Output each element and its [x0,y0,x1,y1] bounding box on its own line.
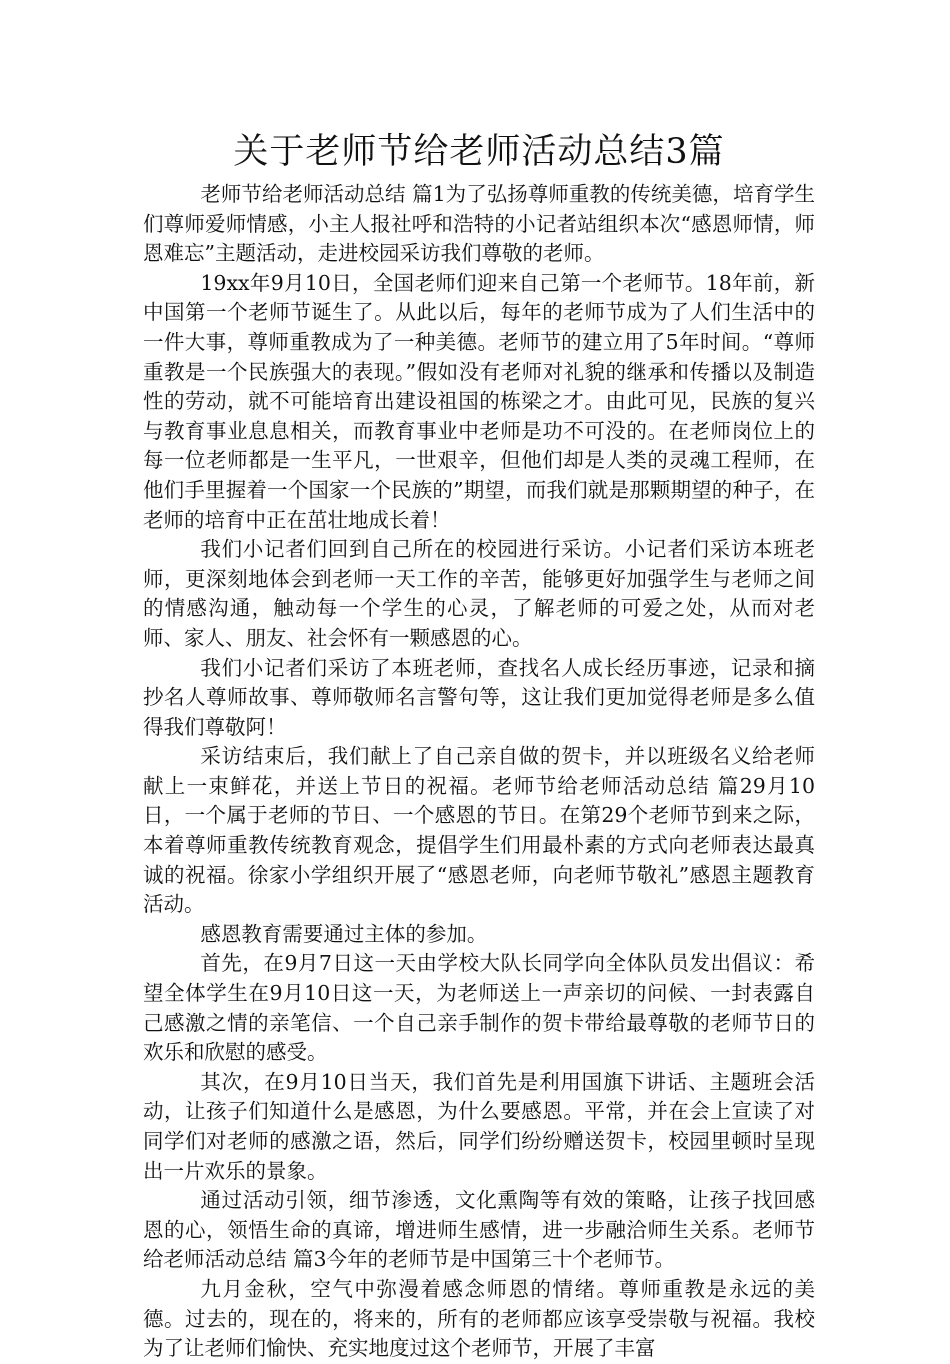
paragraph: 我们小记者们回到自己所在的校园进行采访。小记者们采访本班老师，更深刻地体会到老师一天工作的辛苦，能够更好加强学生与老师之间的情感沟通，触动每一个学生的心灵，了解老师的可爱之处，从而对老师、家人、朋友、社会怀有一颗感恩的心。 [143,537,815,650]
paragraph: 我们小记者们采访了本班老师，查找名人成长经历事迹，记录和摘抄名人尊师故事、尊师敬师名言警句等，这让我们更加觉得老师是多么值得我们尊敬阿！ [143,655,815,739]
document-title: 关于老师节给老师活动总结3篇 [233,132,725,172]
paragraph: 19xx年9月10日，全国老师们迎来自己第一个老师节。18年前，新中国第一个老师节诞生了。从此以后，每年的老师节成为了人们生活中的一件大事，尊师重教成为了一种美德。老师节的建立用了5年时间。“尊师重教是一个民族强大的表现。”假如没有老师对礼貌的继承和传播以及制造性的劳动，就不可能培育出建设祖国的栋梁之才。由此可见，民族的复兴与教育事业息息相关，而教育事业中老师是功不可没的。在老师岗位上的每一位老师都是一生平凡，一世艰辛，但他们却是人类的灵魂工程师，在他们手里握着一个国家一个民族的”期望，而我们就是那颗期望的种子，在老师的培育中正在茁壮地成长着！ [143,270,815,532]
paragraph: 老师节给老师活动总结 篇1为了弘扬尊师重教的传统美德，培育学生们尊师爱师情感，小主人报社呼和浩特的小记者站组织本次“感恩师情，师恩难忘”主题活动，走进校园采访我们尊敬的老师。 [143,182,815,266]
paragraph: 感恩教育需要通过主体的参加。 [200,921,488,946]
document-page [143,124,815,1364]
paragraph: 其次，在9月10日当天，我们首先是利用国旗下讲话、主题班会活动，让孩子们知道什么是感恩，为什么要感恩。平常，并在会上宣读了对同学们对老师的感激之语，然后，同学们纷纷赠送贺卡，校园里顿时呈现出一片欢乐的景象。 [143,1069,815,1183]
paragraph: 采访结束后，我们献上了自己亲自做的贺卡，并以班级名义给老师献上一束鲜花，并送上节日的祝福。老师节给老师活动总结 篇29月10日，一个属于老师的节日、一个感恩的节日。在第29个老师节到来之际，本着尊师重教传统教育观念，提倡学生们用最朴素的方式向老师表达最真诚的祝福。徐家小学组织开展了“感恩老师，向老师节敬礼”感恩主题教育活动。 [143,744,815,917]
document-body [143,180,815,1364]
paragraph: 首先，在9月7日这一天由学校大队长同学向全体队员发出倡议：希望全体学生在9月10日这一天，为老师送上一声亲切的问候、一封表露自己感激之情的亲笔信、一个自己亲手制作的贺卡带给最尊敬的老师节日的欢乐和欣慰的感受。 [143,951,815,1065]
paragraph: 九月金秋，空气中弥漫着感念师恩的情绪。尊师重教是永远的美德。过去的，现在的，将来的，所有的老师都应该享受崇敬与祝福。我校为了让老师们愉快、充实地度过这个老师节，开展了丰富 [143,1276,815,1361]
paragraph: 通过活动引领，细节渗透，文化熏陶等有效的策略，让孩子找回感恩的心，领悟生命的真谛，增进师生感情，进一步融洽师生关系。老师节给老师活动总结 篇3今年的老师节是中国第三十个老师节。 [143,1188,815,1272]
